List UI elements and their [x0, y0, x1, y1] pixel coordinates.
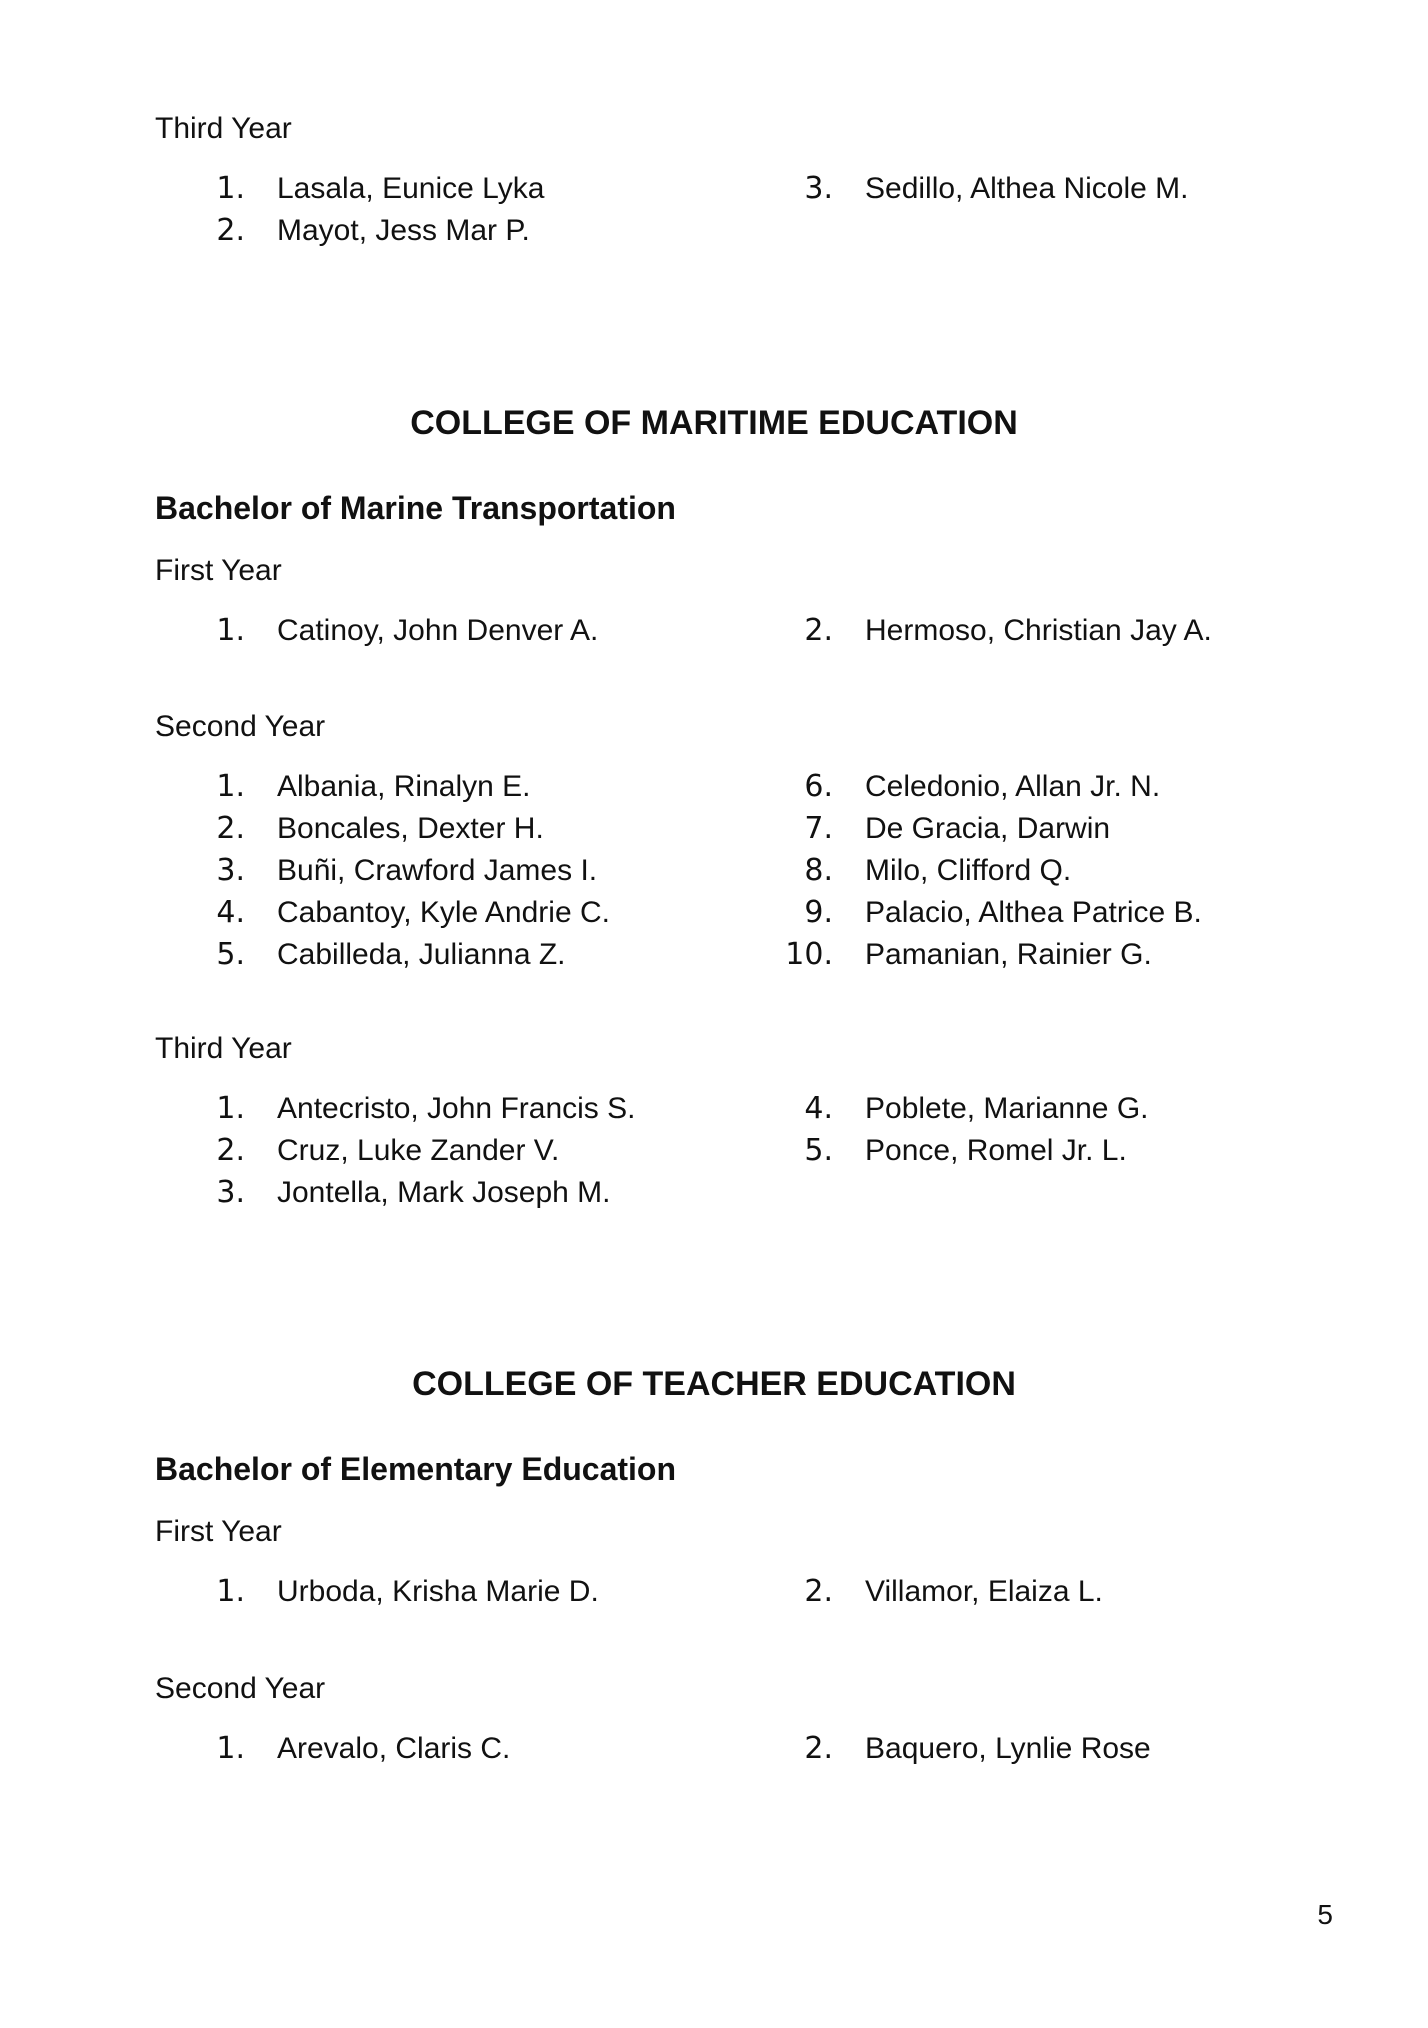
list-item-name: Villamor, Elaiza L.	[865, 1575, 1103, 1608]
program-heading-marine-transportation: Bachelor of Marine Transportation	[155, 490, 676, 526]
list-item-number: 1.	[216, 1574, 245, 1609]
list-item-number: 4.	[216, 895, 245, 930]
list-item-name: De Gracia, Darwin	[865, 812, 1111, 845]
list-item-number: 2.	[804, 613, 833, 648]
list-item-number: 7.	[804, 811, 833, 846]
list-item-name: Jontella, Mark Joseph M.	[277, 1176, 611, 1209]
list-item-name: Hermoso, Christian Jay A.	[865, 614, 1212, 647]
list-item-name: Palacio, Althea Patrice B.	[865, 896, 1202, 929]
year-label-second: Second Year	[155, 710, 326, 743]
list-item-number: 3.	[216, 1175, 245, 1210]
list-item-name: Cabantoy, Kyle Andrie C.	[277, 896, 610, 929]
list-item-number: 6.	[804, 769, 833, 804]
list-item-number: 9.	[804, 895, 833, 930]
college-heading-maritime: COLLEGE OF MARITIME EDUCATION	[410, 404, 1018, 442]
list-item-name: Ponce, Romel Jr. L.	[865, 1134, 1127, 1167]
list-item-number: 2.	[216, 1133, 245, 1168]
list-item-number: 10.	[785, 937, 833, 972]
list-item-number: 1.	[216, 1091, 245, 1126]
list-item-number: 2.	[216, 213, 245, 248]
list-item-name: Catinoy, John Denver A.	[277, 614, 599, 647]
program-heading-elementary-education: Bachelor of Elementary Education	[155, 1451, 677, 1487]
list-item-number: 2.	[804, 1731, 833, 1766]
page-number: 5	[1317, 1899, 1333, 1930]
list-item-number: 1.	[216, 769, 245, 804]
list-item-name: Boncales, Dexter H.	[277, 812, 544, 845]
year-label-first: First Year	[155, 554, 282, 587]
list-item-name: Baquero, Lynlie Rose	[865, 1732, 1151, 1765]
list-item-number: 5.	[216, 937, 245, 972]
list-item-name: Urboda, Krisha Marie D.	[277, 1575, 599, 1608]
list-item-number: 2.	[804, 1574, 833, 1609]
list-item-name: Celedonio, Allan Jr. N.	[865, 770, 1161, 803]
list-item-name: Cabilleda, Julianna Z.	[277, 938, 566, 971]
list-item-name: Lasala, Eunice Lyka	[277, 172, 545, 205]
list-item-number: 1.	[216, 1731, 245, 1766]
list-item-number: 2.	[216, 811, 245, 846]
list-item-name: Antecristo, John Francis S.	[277, 1092, 636, 1125]
college-heading-teacher: COLLEGE OF TEACHER EDUCATION	[412, 1365, 1016, 1403]
year-label-second: Second Year	[155, 1672, 326, 1705]
list-item-name: Albania, Rinalyn E.	[277, 770, 531, 803]
list-item-name: Buñi, Crawford James I.	[277, 854, 598, 887]
list-item-number: 3.	[804, 171, 833, 206]
list-item-name: Cruz, Luke Zander V.	[277, 1134, 560, 1167]
list-item-number: 3.	[216, 853, 245, 888]
list-item-number: 8.	[804, 853, 833, 888]
list-item-number: 1.	[216, 171, 245, 206]
list-item-name: Arevalo, Claris C.	[277, 1732, 511, 1765]
year-label-third: Third Year	[155, 1032, 292, 1065]
list-item-number: 5.	[804, 1133, 833, 1168]
list-item-number: 4.	[804, 1091, 833, 1126]
year-label-first: First Year	[155, 1515, 282, 1548]
list-item-name: Milo, Clifford Q.	[865, 854, 1072, 887]
list-item-name: Pamanian, Rainier G.	[865, 938, 1152, 971]
list-item-number: 1.	[216, 613, 245, 648]
list-item-name: Mayot, Jess Mar P.	[277, 214, 530, 247]
list-item-name: Sedillo, Althea Nicole M.	[865, 172, 1189, 205]
year-label-third-intro: Third Year	[155, 112, 292, 145]
list-item-name: Poblete, Marianne G.	[865, 1092, 1149, 1125]
